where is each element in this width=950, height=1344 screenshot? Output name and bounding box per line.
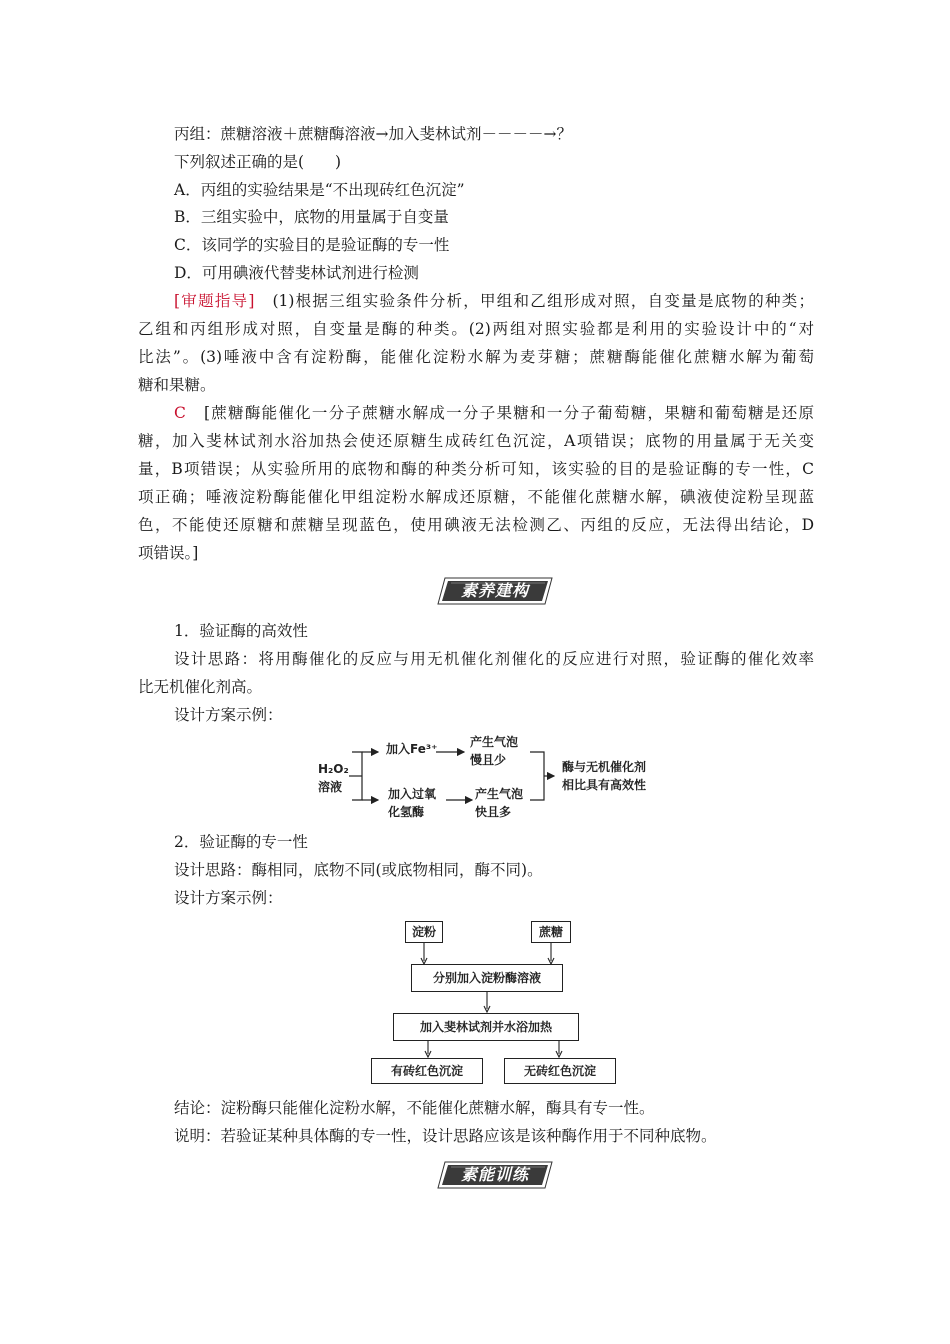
- answer-line-2: 糖，加入斐林试剂水浴加热会使还原糖生成砖红色沉淀，A项错误；底物的用量属于无关变: [138, 432, 814, 450]
- answer-line-6: 项错误。]: [138, 544, 199, 562]
- guide-line-1: [174, 291, 814, 311]
- diag1-conclusion-2: 相比具有高效性: [562, 778, 647, 792]
- banner-title: 素能训练: [460, 1165, 529, 1184]
- sec2-idea: 设计思路：酶相同，底物不同(或底物相同，酶不同)。: [174, 861, 543, 879]
- diag1-bottom-result-1: 产生气泡: [475, 787, 524, 801]
- answer-line-3: 量，B项错误；从实验所用的底物和酶的种类分析可知，该实验的目的是验证酶的专一性，C: [138, 460, 814, 478]
- sec2-example: 设计方案示例：: [174, 889, 283, 907]
- answer-text-1: [蔗糖酶能催化一分子蔗糖水解成一分子果糖和一分子葡萄糖，果糖和葡萄糖是还原: [203, 404, 814, 422]
- diag1-top-result-1: 产生气泡: [470, 735, 519, 749]
- answer-line-1: [174, 403, 814, 423]
- sec2-conclusion: 结论：淀粉酶只能催化淀粉水解，不能催化蔗糖水解，酶具有专一性。: [174, 1099, 655, 1117]
- diag2-step2-box: 加入斐林试剂并水浴加热: [393, 1013, 579, 1041]
- option-c: C．该同学的实验目的是验证酶的专一性: [174, 236, 450, 254]
- sec1-example: 设计方案示例：: [174, 706, 283, 724]
- diag1-top-reagent: 加入Fe³⁺: [386, 742, 438, 756]
- answer-letter: C: [174, 404, 186, 422]
- diag1-conclusion-1: 酶与无机催化剂: [562, 760, 647, 774]
- guide-line-4: 糖和果糖。: [138, 376, 216, 394]
- group-c-line: 丙组：蔗糖溶液＋蔗糖酶溶液→加入斐林试剂－－－－→？: [174, 125, 572, 143]
- sec1-idea-1: 设计思路：将用酶催化的反应与用无机催化剂催化的反应进行对照，验证酶的催化效率: [174, 650, 814, 668]
- option-b: B．三组实验中，底物的用量属于自变量: [174, 208, 449, 226]
- banner-title: 素养建构: [460, 581, 529, 600]
- diag1-top-result-2: 慢且少: [470, 753, 507, 767]
- guide-line-2: 乙组和丙组形成对照，自变量是酶的种类。(2)两组对照实验都是利用的实验设计中的“对: [138, 320, 814, 338]
- guide-line-3: 比法”。(3)唾液中含有淀粉酶，能催化淀粉水解为麦芽糖；蔗糖酶能催化蔗糖水解为葡萄: [138, 348, 814, 366]
- section-banner-suyang: [437, 577, 553, 605]
- diag2-starch-box: 淀粉: [405, 921, 443, 943]
- sec1-idea-2: 比无机催化剂高。: [138, 678, 263, 696]
- diag2-left-result-box: 有砖红色沉淀: [371, 1058, 483, 1084]
- diag1-bottom-result-2: 快且多: [475, 805, 512, 819]
- sec2-title: 2．验证酶的专一性: [174, 833, 308, 851]
- diag2-sucrose-box: 蔗糖: [531, 921, 571, 943]
- diag1-start-2: 溶液: [318, 780, 343, 794]
- guide-tag: [审题指导]: [174, 292, 255, 310]
- sec1-title: 1．验证酶的高效性: [174, 622, 308, 640]
- diag1-bottom-reagent-2: 化氢酶: [388, 805, 425, 819]
- option-a: A．丙组的实验结果是“不出现砖红色沉淀”: [174, 181, 465, 199]
- answer-line-4: 项正确；唾液淀粉酶能催化甲组淀粉水解成还原糖，不能催化蔗糖水解，碘液使淀粉呈现蓝: [138, 488, 814, 506]
- guide-text-1: (1)根据三组实验条件分析，甲组和乙组形成对照，自变量是底物的种类；: [272, 292, 814, 310]
- option-d: D．可用碘液代替斐林试剂进行检测: [174, 264, 419, 282]
- sec2-note: 说明：若验证某种具体酶的专一性，设计思路应该是该种酶作用于不同种底物。: [174, 1127, 717, 1145]
- answer-line-5: 色，不能使还原糖和蔗糖呈现蓝色，使用碘液无法检测乙、丙组的反应，无法得出结论，D: [138, 516, 814, 534]
- section-banner-suneng: [437, 1161, 553, 1189]
- diag1-start-1: H₂O₂: [318, 762, 349, 776]
- question-stem: 下列叙述正确的是( ): [174, 153, 342, 171]
- diag1-bottom-reagent-1: 加入过氧: [388, 787, 437, 801]
- diag2-step1-box: 分别加入淀粉酶溶液: [411, 964, 563, 992]
- diag2-right-result-box: 无砖红色沉淀: [504, 1058, 616, 1084]
